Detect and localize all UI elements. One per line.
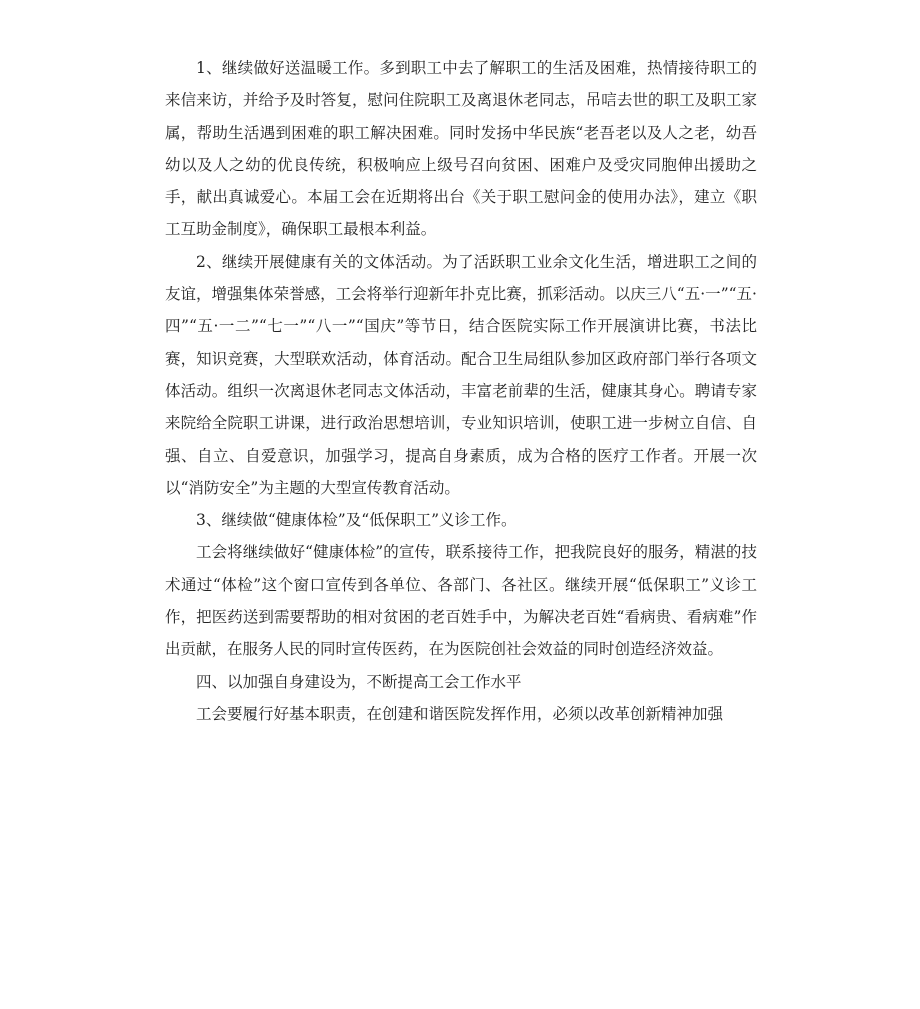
paragraph-health-checkup-body: 工会将继续做好“健康体检”的宣传，联系接待工作，把我院良好的服务，精湛的技术通过“体检”这个窗口宣传到各单位、各部门、各社区。继续开展“低保职工”义诊工作，把医药送到需要帮助的相对贫困的老百姓手中，为解决老百姓“看病贵、看病难”作出贡献，在服务人民的同时宣传医药，在为医院创社会效益的同时创造经济效益。 [165, 543, 757, 659]
paragraph-warmth-work: 1、继续做好送温暖工作。多到职工中去了解职工的生活及困难，热情接待职工的来信来访，并给予及时答复，慰问住院职工及离退休老同志，吊唁去世的职工及职工家属，帮助生活遇到困难的职工解决困难。同时发扬中华民族“老吾老以及人之老，幼吾幼以及人之幼的优良传统，积极响应上级号召向贫困、困难户及受灾同胞伸出援助之手，献出真诚爱心。本届工会在近期将出台《关于职工慰问金的使用办法》，建立《职工互助金制度》，确保职工最根本利益。 [165, 59, 757, 239]
paragraph-health-checkup-heading: 3、继续做“健康体检”及“低保职工”义诊工作。 [196, 511, 517, 530]
document-body [165, 52, 757, 730]
section-heading-self-building: 四、以加强自身建设为，不断提高工会工作水平 [196, 672, 522, 691]
paragraph-union-duties: 工会要履行好基本职责，在创建和谐医院发挥作用，必须以改革创新精神加强 [196, 704, 724, 723]
paragraph-cultural-activities: 2、继续开展健康有关的文体活动。为了活跃职工业余文化生活，增进职工之间的友谊，增强集体荣誉感，工会将举行迎新年扑克比赛，抓彩活动。以庆三八“五·一”“五·四”“五·一二”“七一”“八一”“国庆”等节日，结合医院实际工作开展演讲比赛，书法比赛，知识竞赛，大型联欢活动，体育活动。配合卫生局组队参加区政府部门举行各项文体活动。组织一次离退休老同志文体活动，丰富老前辈的生活，健康其身心。聘请专家来院给全院职工讲课，进行政治思想培训，专业知识培训，使职工进一步树立自信、自强、自立、自爱意识，加强学习，提高自身素质，成为合格的医疗工作者。开展一次以“消防安全”为主题的大型宣传教育活动。 [165, 252, 757, 497]
